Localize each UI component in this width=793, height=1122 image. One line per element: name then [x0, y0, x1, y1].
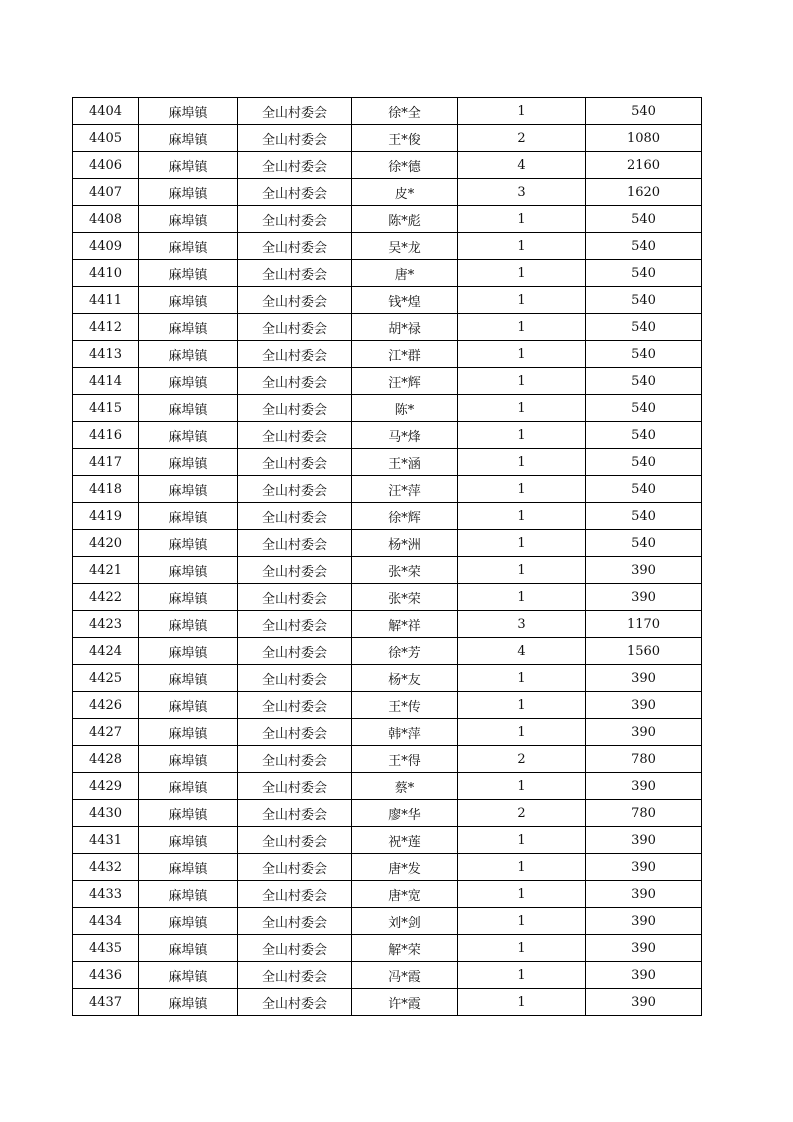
village-cell: 全山村委会	[238, 260, 352, 287]
count-cell: 2	[458, 746, 586, 773]
village-cell: 全山村委会	[238, 827, 352, 854]
table-row	[73, 962, 702, 989]
person-name-cell: 许*霞	[352, 989, 458, 1016]
amount-cell: 390	[586, 719, 702, 746]
table-row	[73, 692, 702, 719]
table-row	[73, 179, 702, 206]
village-cell: 全山村委会	[238, 665, 352, 692]
town-cell: 麻埠镇	[139, 476, 238, 503]
row-number-cell: 4428	[73, 746, 139, 773]
count-cell: 3	[458, 611, 586, 638]
village-cell: 全山村委会	[238, 962, 352, 989]
town-cell: 麻埠镇	[139, 530, 238, 557]
village-cell: 全山村委会	[238, 233, 352, 260]
count-cell: 2	[458, 800, 586, 827]
amount-cell: 390	[586, 584, 702, 611]
amount-cell: 540	[586, 206, 702, 233]
village-cell: 全山村委会	[238, 422, 352, 449]
village-cell: 全山村委会	[238, 503, 352, 530]
amount-cell: 540	[586, 449, 702, 476]
count-cell: 4	[458, 152, 586, 179]
row-number-cell: 4433	[73, 881, 139, 908]
count-cell: 1	[458, 395, 586, 422]
village-cell: 全山村委会	[238, 638, 352, 665]
count-cell: 1	[458, 341, 586, 368]
table-row	[73, 152, 702, 179]
amount-cell: 780	[586, 800, 702, 827]
count-cell: 4	[458, 638, 586, 665]
town-cell: 麻埠镇	[139, 638, 238, 665]
count-cell: 2	[458, 125, 586, 152]
person-name-cell: 王*俊	[352, 125, 458, 152]
person-name-cell: 张*荣	[352, 557, 458, 584]
town-cell: 麻埠镇	[139, 125, 238, 152]
person-name-cell: 王*得	[352, 746, 458, 773]
village-cell: 全山村委会	[238, 584, 352, 611]
town-cell: 麻埠镇	[139, 746, 238, 773]
person-name-cell: 汪*萍	[352, 476, 458, 503]
amount-cell: 390	[586, 989, 702, 1016]
village-cell: 全山村委会	[238, 746, 352, 773]
row-number-cell: 4430	[73, 800, 139, 827]
row-number-cell: 4435	[73, 935, 139, 962]
person-name-cell: 杨*友	[352, 665, 458, 692]
row-number-cell: 4437	[73, 989, 139, 1016]
row-number-cell: 4413	[73, 341, 139, 368]
town-cell: 麻埠镇	[139, 152, 238, 179]
town-cell: 麻埠镇	[139, 584, 238, 611]
table-row	[73, 206, 702, 233]
row-number-cell: 4408	[73, 206, 139, 233]
town-cell: 麻埠镇	[139, 341, 238, 368]
row-number-cell: 4432	[73, 854, 139, 881]
row-number-cell: 4415	[73, 395, 139, 422]
row-number-cell: 4427	[73, 719, 139, 746]
person-name-cell: 解*祥	[352, 611, 458, 638]
village-cell: 全山村委会	[238, 476, 352, 503]
table-row	[73, 98, 702, 125]
table-row	[73, 503, 702, 530]
table-row	[73, 611, 702, 638]
town-cell: 麻埠镇	[139, 98, 238, 125]
count-cell: 1	[458, 503, 586, 530]
count-cell: 1	[458, 665, 586, 692]
row-number-cell: 4421	[73, 557, 139, 584]
amount-cell: 1560	[586, 638, 702, 665]
town-cell: 麻埠镇	[139, 314, 238, 341]
village-cell: 全山村委会	[238, 611, 352, 638]
town-cell: 麻埠镇	[139, 233, 238, 260]
person-name-cell: 皮*	[352, 179, 458, 206]
town-cell: 麻埠镇	[139, 935, 238, 962]
town-cell: 麻埠镇	[139, 719, 238, 746]
amount-cell: 2160	[586, 152, 702, 179]
count-cell: 1	[458, 854, 586, 881]
person-name-cell: 徐*德	[352, 152, 458, 179]
amount-cell: 390	[586, 908, 702, 935]
amount-cell: 390	[586, 854, 702, 881]
row-number-cell: 4412	[73, 314, 139, 341]
village-cell: 全山村委会	[238, 773, 352, 800]
village-cell: 全山村委会	[238, 395, 352, 422]
town-cell: 麻埠镇	[139, 665, 238, 692]
row-number-cell: 4419	[73, 503, 139, 530]
village-cell: 全山村委会	[238, 341, 352, 368]
data-table	[72, 97, 702, 1016]
amount-cell: 540	[586, 503, 702, 530]
town-cell: 麻埠镇	[139, 206, 238, 233]
table-row	[73, 341, 702, 368]
town-cell: 麻埠镇	[139, 773, 238, 800]
village-cell: 全山村委会	[238, 908, 352, 935]
amount-cell: 390	[586, 692, 702, 719]
row-number-cell: 4423	[73, 611, 139, 638]
count-cell: 1	[458, 233, 586, 260]
person-name-cell: 唐*发	[352, 854, 458, 881]
amount-cell: 390	[586, 665, 702, 692]
count-cell: 1	[458, 557, 586, 584]
amount-cell: 390	[586, 962, 702, 989]
town-cell: 麻埠镇	[139, 908, 238, 935]
amount-cell: 540	[586, 530, 702, 557]
row-number-cell: 4404	[73, 98, 139, 125]
row-number-cell: 4406	[73, 152, 139, 179]
person-name-cell: 唐*	[352, 260, 458, 287]
person-name-cell: 徐*芳	[352, 638, 458, 665]
count-cell: 1	[458, 98, 586, 125]
row-number-cell: 4429	[73, 773, 139, 800]
town-cell: 麻埠镇	[139, 287, 238, 314]
town-cell: 麻埠镇	[139, 854, 238, 881]
count-cell: 1	[458, 719, 586, 746]
table-row	[73, 125, 702, 152]
count-cell: 1	[458, 476, 586, 503]
person-name-cell: 马*烽	[352, 422, 458, 449]
person-name-cell: 陈*彪	[352, 206, 458, 233]
table-row	[73, 827, 702, 854]
person-name-cell: 汪*辉	[352, 368, 458, 395]
amount-cell: 390	[586, 827, 702, 854]
town-cell: 麻埠镇	[139, 395, 238, 422]
row-number-cell: 4422	[73, 584, 139, 611]
amount-cell: 540	[586, 260, 702, 287]
table-row	[73, 530, 702, 557]
row-number-cell: 4426	[73, 692, 139, 719]
person-name-cell: 祝*莲	[352, 827, 458, 854]
amount-cell: 1620	[586, 179, 702, 206]
person-name-cell: 王*涵	[352, 449, 458, 476]
amount-cell: 390	[586, 881, 702, 908]
village-cell: 全山村委会	[238, 125, 352, 152]
table-row	[73, 935, 702, 962]
person-name-cell: 徐*辉	[352, 503, 458, 530]
person-name-cell: 廖*华	[352, 800, 458, 827]
table-row	[73, 773, 702, 800]
count-cell: 1	[458, 530, 586, 557]
count-cell: 1	[458, 314, 586, 341]
town-cell: 麻埠镇	[139, 827, 238, 854]
village-cell: 全山村委会	[238, 854, 352, 881]
count-cell: 1	[458, 584, 586, 611]
table-row	[73, 395, 702, 422]
count-cell: 1	[458, 449, 586, 476]
table-row	[73, 746, 702, 773]
row-number-cell: 4409	[73, 233, 139, 260]
amount-cell: 540	[586, 368, 702, 395]
village-cell: 全山村委会	[238, 98, 352, 125]
table-row	[73, 854, 702, 881]
row-number-cell: 4417	[73, 449, 139, 476]
row-number-cell: 4405	[73, 125, 139, 152]
village-cell: 全山村委会	[238, 881, 352, 908]
amount-cell: 540	[586, 98, 702, 125]
table-row	[73, 449, 702, 476]
person-name-cell: 蔡*	[352, 773, 458, 800]
village-cell: 全山村委会	[238, 206, 352, 233]
village-cell: 全山村委会	[238, 692, 352, 719]
row-number-cell: 4431	[73, 827, 139, 854]
amount-cell: 1170	[586, 611, 702, 638]
table-row	[73, 233, 702, 260]
town-cell: 麻埠镇	[139, 692, 238, 719]
town-cell: 麻埠镇	[139, 503, 238, 530]
person-name-cell: 吴*龙	[352, 233, 458, 260]
person-name-cell: 杨*洲	[352, 530, 458, 557]
village-cell: 全山村委会	[238, 989, 352, 1016]
village-cell: 全山村委会	[238, 152, 352, 179]
person-name-cell: 解*荣	[352, 935, 458, 962]
row-number-cell: 4411	[73, 287, 139, 314]
town-cell: 麻埠镇	[139, 557, 238, 584]
row-number-cell: 4425	[73, 665, 139, 692]
count-cell: 1	[458, 692, 586, 719]
amount-cell: 540	[586, 314, 702, 341]
count-cell: 1	[458, 989, 586, 1016]
row-number-cell: 4436	[73, 962, 139, 989]
row-number-cell: 4434	[73, 908, 139, 935]
town-cell: 麻埠镇	[139, 449, 238, 476]
amount-cell: 390	[586, 773, 702, 800]
count-cell: 1	[458, 368, 586, 395]
amount-cell: 390	[586, 557, 702, 584]
person-name-cell: 陈*	[352, 395, 458, 422]
count-cell: 1	[458, 908, 586, 935]
person-name-cell: 胡*禄	[352, 314, 458, 341]
table-row	[73, 368, 702, 395]
count-cell: 1	[458, 422, 586, 449]
village-cell: 全山村委会	[238, 314, 352, 341]
table-row	[73, 422, 702, 449]
count-cell: 1	[458, 881, 586, 908]
village-cell: 全山村委会	[238, 935, 352, 962]
count-cell: 3	[458, 179, 586, 206]
village-cell: 全山村委会	[238, 449, 352, 476]
row-number-cell: 4410	[73, 260, 139, 287]
amount-cell: 780	[586, 746, 702, 773]
count-cell: 1	[458, 827, 586, 854]
town-cell: 麻埠镇	[139, 989, 238, 1016]
table-row	[73, 287, 702, 314]
count-cell: 1	[458, 935, 586, 962]
count-cell: 1	[458, 773, 586, 800]
town-cell: 麻埠镇	[139, 179, 238, 206]
table-row	[73, 557, 702, 584]
person-name-cell: 江*群	[352, 341, 458, 368]
table-row	[73, 260, 702, 287]
amount-cell: 1080	[586, 125, 702, 152]
amount-cell: 540	[586, 422, 702, 449]
village-cell: 全山村委会	[238, 368, 352, 395]
amount-cell: 540	[586, 287, 702, 314]
amount-cell: 540	[586, 395, 702, 422]
table-row	[73, 665, 702, 692]
table-row	[73, 314, 702, 341]
village-cell: 全山村委会	[238, 557, 352, 584]
row-number-cell: 4420	[73, 530, 139, 557]
town-cell: 麻埠镇	[139, 800, 238, 827]
town-cell: 麻埠镇	[139, 962, 238, 989]
row-number-cell: 4424	[73, 638, 139, 665]
town-cell: 麻埠镇	[139, 260, 238, 287]
table-row	[73, 800, 702, 827]
table-row	[73, 584, 702, 611]
row-number-cell: 4414	[73, 368, 139, 395]
person-name-cell: 冯*霞	[352, 962, 458, 989]
person-name-cell: 徐*全	[352, 98, 458, 125]
town-cell: 麻埠镇	[139, 881, 238, 908]
table-row	[73, 989, 702, 1016]
person-name-cell: 韩*萍	[352, 719, 458, 746]
row-number-cell: 4418	[73, 476, 139, 503]
village-cell: 全山村委会	[238, 179, 352, 206]
row-number-cell: 4407	[73, 179, 139, 206]
table-row	[73, 638, 702, 665]
person-name-cell: 钱*煌	[352, 287, 458, 314]
amount-cell: 540	[586, 341, 702, 368]
person-name-cell: 王*传	[352, 692, 458, 719]
person-name-cell: 张*荣	[352, 584, 458, 611]
amount-cell: 540	[586, 233, 702, 260]
table-row	[73, 476, 702, 503]
person-name-cell: 唐*宽	[352, 881, 458, 908]
village-cell: 全山村委会	[238, 800, 352, 827]
count-cell: 1	[458, 287, 586, 314]
amount-cell: 390	[586, 935, 702, 962]
amount-cell: 540	[586, 476, 702, 503]
person-name-cell: 刘*剑	[352, 908, 458, 935]
table-row	[73, 908, 702, 935]
village-cell: 全山村委会	[238, 530, 352, 557]
count-cell: 1	[458, 206, 586, 233]
row-number-cell: 4416	[73, 422, 139, 449]
table-row	[73, 719, 702, 746]
table-row	[73, 881, 702, 908]
town-cell: 麻埠镇	[139, 611, 238, 638]
count-cell: 1	[458, 260, 586, 287]
village-cell: 全山村委会	[238, 287, 352, 314]
table-body	[73, 98, 702, 1016]
town-cell: 麻埠镇	[139, 422, 238, 449]
village-cell: 全山村委会	[238, 719, 352, 746]
town-cell: 麻埠镇	[139, 368, 238, 395]
count-cell: 1	[458, 962, 586, 989]
